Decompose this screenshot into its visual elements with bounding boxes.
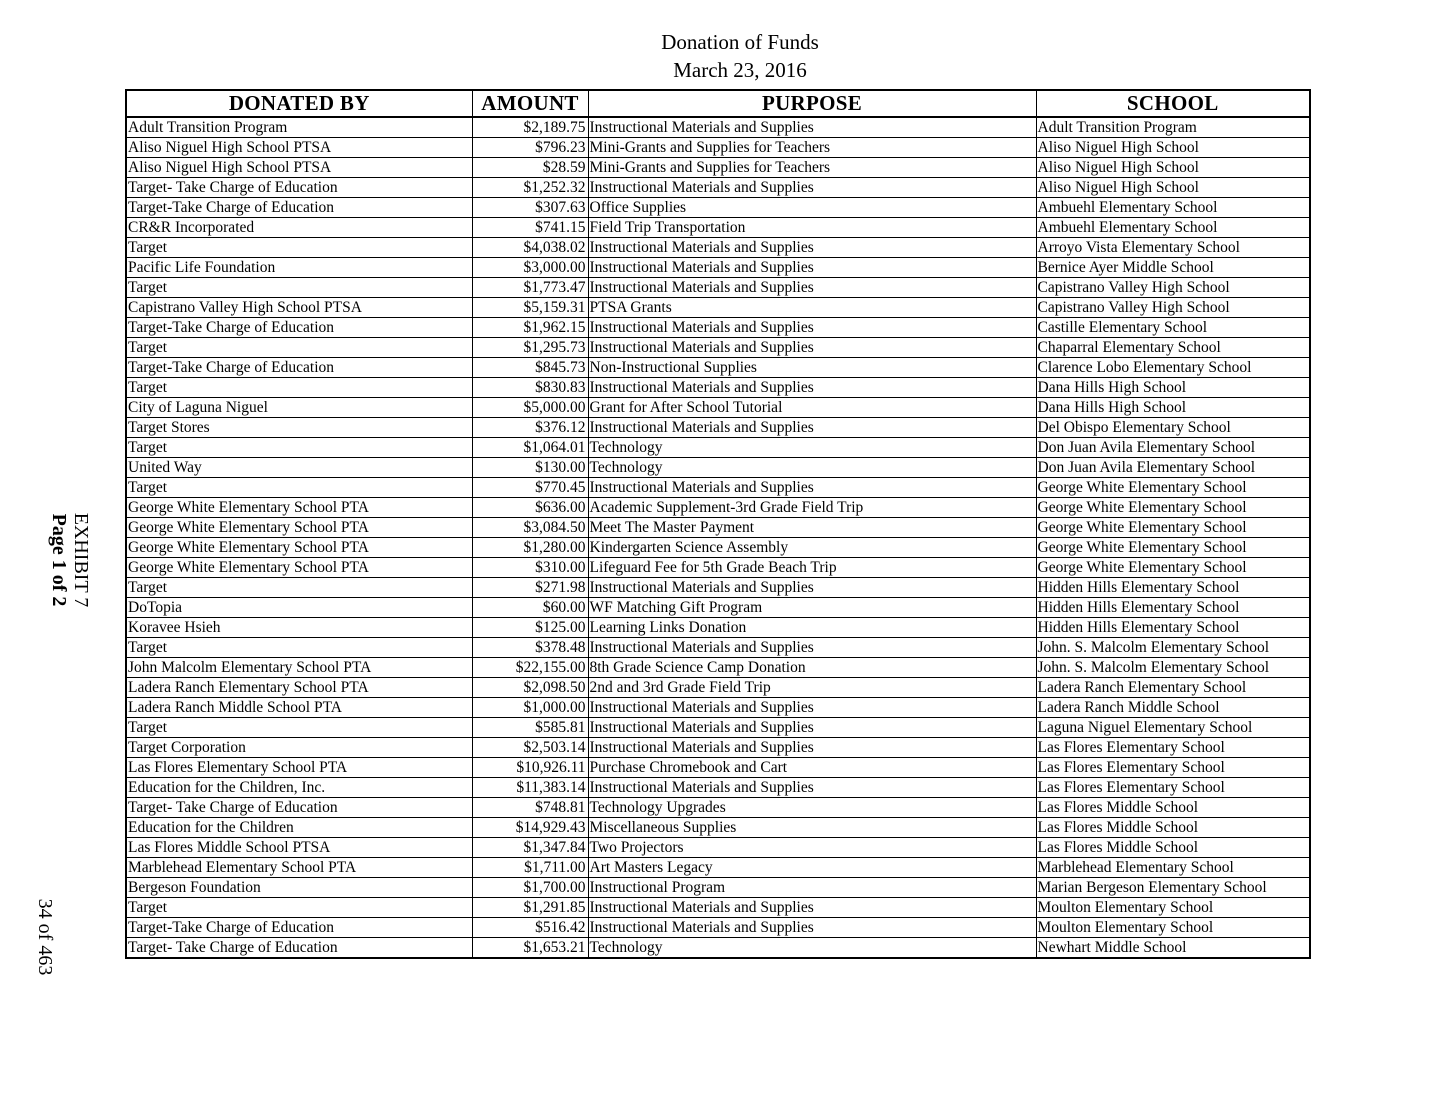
donated-by-cell: Education for the Children (126, 818, 472, 838)
school-cell: George White Elementary School (1036, 558, 1310, 578)
donated-by-cell: Target Stores (126, 418, 472, 438)
table-row (126, 298, 1310, 318)
donated-by-cell: Aliso Niguel High School PTSA (126, 138, 472, 158)
donated-by-cell: City of Laguna Niguel (126, 398, 472, 418)
school-cell: Capistrano Valley High School (1036, 298, 1310, 318)
school-cell: Castille Elementary School (1036, 318, 1310, 338)
document-title: Donation of Funds (661, 30, 819, 54)
donated-by-cell: Target (126, 338, 472, 358)
amount-cell: $4,038.02 (472, 238, 588, 258)
table-row (126, 358, 1310, 378)
amount-cell: $11,383.14 (472, 778, 588, 798)
donated-by-cell: Target (126, 278, 472, 298)
school-cell: Hidden Hills Elementary School (1036, 578, 1310, 598)
table-row (126, 658, 1310, 678)
page-count: 34 of 463 (34, 898, 56, 976)
table-row (126, 117, 1310, 138)
table-row (126, 138, 1310, 158)
purpose-cell: Instructional Materials and Supplies (588, 898, 1036, 918)
purpose-cell: Technology (588, 438, 1036, 458)
purpose-cell: Technology Upgrades (588, 798, 1036, 818)
column-header-purpose: PURPOSE (588, 90, 1036, 117)
amount-cell: $1,347.84 (472, 838, 588, 858)
donated-by-cell: Koravee Hsieh (126, 618, 472, 638)
purpose-cell: Lifeguard Fee for 5th Grade Beach Trip (588, 558, 1036, 578)
donated-by-cell: Pacific Life Foundation (126, 258, 472, 278)
amount-cell: $378.48 (472, 638, 588, 658)
purpose-cell: Instructional Materials and Supplies (588, 318, 1036, 338)
amount-cell: $10,926.11 (472, 758, 588, 778)
table-row (126, 918, 1310, 938)
amount-cell: $130.00 (472, 458, 588, 478)
table-row (126, 718, 1310, 738)
table-row (126, 778, 1310, 798)
school-cell: Aliso Niguel High School (1036, 178, 1310, 198)
purpose-cell: Instructional Materials and Supplies (588, 698, 1036, 718)
donated-by-cell: Target (126, 898, 472, 918)
amount-cell: $1,000.00 (472, 698, 588, 718)
school-cell: Las Flores Middle School (1036, 838, 1310, 858)
school-cell: Ambuehl Elementary School (1036, 218, 1310, 238)
donated-by-cell: Target-Take Charge of Education (126, 318, 472, 338)
amount-cell: $2,098.50 (472, 678, 588, 698)
purpose-cell: WF Matching Gift Program (588, 598, 1036, 618)
school-cell: Arroyo Vista Elementary School (1036, 238, 1310, 258)
amount-cell: $60.00 (472, 598, 588, 618)
amount-cell: $2,189.75 (472, 117, 588, 138)
school-cell: Aliso Niguel High School (1036, 138, 1310, 158)
table-row (126, 518, 1310, 538)
table-row (126, 938, 1310, 959)
school-cell: Chaparral Elementary School (1036, 338, 1310, 358)
purpose-cell: PTSA Grants (588, 298, 1036, 318)
school-cell: George White Elementary School (1036, 538, 1310, 558)
purpose-cell: Instructional Materials and Supplies (588, 338, 1036, 358)
donated-by-cell: John Malcolm Elementary School PTA (126, 658, 472, 678)
donated-by-cell: Target- Take Charge of Education (126, 798, 472, 818)
table-row (126, 438, 1310, 458)
school-cell: Bernice Ayer Middle School (1036, 258, 1310, 278)
school-cell: John. S. Malcolm Elementary School (1036, 638, 1310, 658)
school-cell: Capistrano Valley High School (1036, 278, 1310, 298)
school-cell: Moulton Elementary School (1036, 898, 1310, 918)
amount-cell: $1,291.85 (472, 898, 588, 918)
school-cell: Newhart Middle School (1036, 938, 1310, 959)
table-row (126, 838, 1310, 858)
purpose-cell: 8th Grade Science Camp Donation (588, 658, 1036, 678)
purpose-cell: Instructional Materials and Supplies (588, 778, 1036, 798)
school-cell: George White Elementary School (1036, 498, 1310, 518)
school-cell: Dana Hills High School (1036, 398, 1310, 418)
donated-by-cell: George White Elementary School PTA (126, 538, 472, 558)
donated-by-cell: Target-Take Charge of Education (126, 918, 472, 938)
amount-cell: $1,280.00 (472, 538, 588, 558)
table-row (126, 738, 1310, 758)
table-body (126, 117, 1310, 958)
table-row (126, 858, 1310, 878)
table-header-row (126, 90, 1310, 117)
school-cell: George White Elementary School (1036, 518, 1310, 538)
table-row (126, 538, 1310, 558)
purpose-cell: Meet The Master Payment (588, 518, 1036, 538)
donated-by-cell: United Way (126, 458, 472, 478)
school-cell: Las Flores Middle School (1036, 818, 1310, 838)
table-row (126, 318, 1310, 338)
donated-by-cell: Target (126, 578, 472, 598)
donations-table (125, 89, 1311, 959)
table-row (126, 578, 1310, 598)
amount-cell: $770.45 (472, 478, 588, 498)
donated-by-cell: Ladera Ranch Middle School PTA (126, 698, 472, 718)
amount-cell: $845.73 (472, 358, 588, 378)
amount-cell: $636.00 (472, 498, 588, 518)
school-cell: Aliso Niguel High School (1036, 158, 1310, 178)
table-row (126, 378, 1310, 398)
school-cell: Ladera Ranch Middle School (1036, 698, 1310, 718)
school-cell: Las Flores Elementary School (1036, 778, 1310, 798)
donated-by-cell: Target-Take Charge of Education (126, 198, 472, 218)
column-header-school: SCHOOL (1036, 90, 1310, 117)
table-row (126, 478, 1310, 498)
donated-by-cell: Bergeson Foundation (126, 878, 472, 898)
amount-cell: $796.23 (472, 138, 588, 158)
amount-cell: $516.42 (472, 918, 588, 938)
donated-by-cell: George White Elementary School PTA (126, 498, 472, 518)
school-cell: Ladera Ranch Elementary School (1036, 678, 1310, 698)
purpose-cell: Instructional Materials and Supplies (588, 738, 1036, 758)
amount-cell: $830.83 (472, 378, 588, 398)
purpose-cell: Grant for After School Tutorial (588, 398, 1036, 418)
table-row (126, 878, 1310, 898)
donated-by-cell: Ladera Ranch Elementary School PTA (126, 678, 472, 698)
amount-cell: $1,700.00 (472, 878, 588, 898)
table-row (126, 198, 1310, 218)
school-cell: Don Juan Avila Elementary School (1036, 438, 1310, 458)
table-row (126, 698, 1310, 718)
donated-by-cell: DoTopia (126, 598, 472, 618)
table-row (126, 238, 1310, 258)
donated-by-cell: Target (126, 638, 472, 658)
table-row (126, 178, 1310, 198)
purpose-cell: Instructional Materials and Supplies (588, 378, 1036, 398)
donated-by-cell: George White Elementary School PTA (126, 558, 472, 578)
school-cell: John. S. Malcolm Elementary School (1036, 658, 1310, 678)
donated-by-cell: Target- Take Charge of Education (126, 938, 472, 959)
table-row (126, 758, 1310, 778)
donated-by-cell: Aliso Niguel High School PTSA (126, 158, 472, 178)
purpose-cell: Purchase Chromebook and Cart (588, 758, 1036, 778)
donated-by-cell: Target (126, 718, 472, 738)
table-row (126, 158, 1310, 178)
amount-cell: $585.81 (472, 718, 588, 738)
amount-cell: $2,503.14 (472, 738, 588, 758)
amount-cell: $5,000.00 (472, 398, 588, 418)
purpose-cell: 2nd and 3rd Grade Field Trip (588, 678, 1036, 698)
purpose-cell: Instructional Materials and Supplies (588, 578, 1036, 598)
school-cell: Marblehead Elementary School (1036, 858, 1310, 878)
donated-by-cell: Adult Transition Program (126, 117, 472, 138)
purpose-cell: Kindergarten Science Assembly (588, 538, 1036, 558)
purpose-cell: Office Supplies (588, 198, 1036, 218)
table-row (126, 618, 1310, 638)
amount-cell: $14,929.43 (472, 818, 588, 838)
school-cell: Ambuehl Elementary School (1036, 198, 1310, 218)
table-row (126, 458, 1310, 478)
amount-cell: $748.81 (472, 798, 588, 818)
purpose-cell: Field Trip Transportation (588, 218, 1036, 238)
exhibit-number: EXHIBIT 7 (70, 512, 92, 608)
school-cell: George White Elementary School (1036, 478, 1310, 498)
purpose-cell: Instructional Materials and Supplies (588, 238, 1036, 258)
table-row (126, 818, 1310, 838)
school-cell: Moulton Elementary School (1036, 918, 1310, 938)
table-row (126, 558, 1310, 578)
school-cell: Laguna Niguel Elementary School (1036, 718, 1310, 738)
donated-by-cell: George White Elementary School PTA (126, 518, 472, 538)
purpose-cell: Art Masters Legacy (588, 858, 1036, 878)
purpose-cell: Instructional Materials and Supplies (588, 258, 1036, 278)
table-row (126, 598, 1310, 618)
purpose-cell: Instructional Materials and Supplies (588, 117, 1036, 138)
table-row (126, 498, 1310, 518)
table-row (126, 418, 1310, 438)
amount-cell: $3,084.50 (472, 518, 588, 538)
purpose-cell: Mini-Grants and Supplies for Teachers (588, 138, 1036, 158)
donated-by-cell: Las Flores Elementary School PTA (126, 758, 472, 778)
purpose-cell: Instructional Materials and Supplies (588, 478, 1036, 498)
school-cell: Adult Transition Program (1036, 117, 1310, 138)
table-row (126, 218, 1310, 238)
table-row (126, 678, 1310, 698)
purpose-cell: Instructional Materials and Supplies (588, 278, 1036, 298)
amount-cell: $1,773.47 (472, 278, 588, 298)
exhibit-label (48, 460, 92, 660)
amount-cell: $376.12 (472, 418, 588, 438)
amount-cell: $28.59 (472, 158, 588, 178)
donated-by-cell: CR&R Incorporated (126, 218, 472, 238)
table-row (126, 898, 1310, 918)
amount-cell: $1,711.00 (472, 858, 588, 878)
donated-by-cell: Target (126, 238, 472, 258)
amount-cell: $22,155.00 (472, 658, 588, 678)
table-row (126, 638, 1310, 658)
purpose-cell: Miscellaneous Supplies (588, 818, 1036, 838)
school-cell: Las Flores Middle School (1036, 798, 1310, 818)
column-header-donated-by: DONATED BY (126, 90, 472, 117)
purpose-cell: Learning Links Donation (588, 618, 1036, 638)
purpose-cell: Two Projectors (588, 838, 1036, 858)
amount-cell: $310.00 (472, 558, 588, 578)
amount-cell: $1,653.21 (472, 938, 588, 959)
donated-by-cell: Target (126, 378, 472, 398)
amount-cell: $3,000.00 (472, 258, 588, 278)
school-cell: Del Obispo Elementary School (1036, 418, 1310, 438)
document-date: March 23, 2016 (673, 58, 807, 82)
purpose-cell: Non-Instructional Supplies (588, 358, 1036, 378)
donated-by-cell: Education for the Children, Inc. (126, 778, 472, 798)
purpose-cell: Instructional Materials and Supplies (588, 418, 1036, 438)
donated-by-cell: Target- Take Charge of Education (126, 178, 472, 198)
table-row (126, 398, 1310, 418)
donated-by-cell: Target Corporation (126, 738, 472, 758)
purpose-cell: Instructional Materials and Supplies (588, 918, 1036, 938)
table-row (126, 278, 1310, 298)
purpose-cell: Technology (588, 458, 1036, 478)
table-row (126, 258, 1310, 278)
school-cell: Hidden Hills Elementary School (1036, 618, 1310, 638)
purpose-cell: Instructional Materials and Supplies (588, 178, 1036, 198)
amount-cell: $5,159.31 (472, 298, 588, 318)
donated-by-cell: Las Flores Middle School PTSA (126, 838, 472, 858)
school-cell: Las Flores Elementary School (1036, 738, 1310, 758)
school-cell: Dana Hills High School (1036, 378, 1310, 398)
amount-cell: $307.63 (472, 198, 588, 218)
purpose-cell: Instructional Program (588, 878, 1036, 898)
donated-by-cell: Target-Take Charge of Education (126, 358, 472, 378)
exhibit-page: Page 1 of 2 (48, 513, 70, 607)
purpose-cell: Technology (588, 938, 1036, 959)
table-row (126, 338, 1310, 358)
table-row (126, 798, 1310, 818)
purpose-cell: Academic Supplement-3rd Grade Field Trip (588, 498, 1036, 518)
donated-by-cell: Marblehead Elementary School PTA (126, 858, 472, 878)
purpose-cell: Instructional Materials and Supplies (588, 638, 1036, 658)
purpose-cell: Instructional Materials and Supplies (588, 718, 1036, 738)
amount-cell: $741.15 (472, 218, 588, 238)
donated-by-cell: Target (126, 478, 472, 498)
amount-cell: $1,252.32 (472, 178, 588, 198)
school-cell: Marian Bergeson Elementary School (1036, 878, 1310, 898)
amount-cell: $271.98 (472, 578, 588, 598)
amount-cell: $125.00 (472, 618, 588, 638)
school-cell: Clarence Lobo Elementary School (1036, 358, 1310, 378)
donated-by-cell: Target (126, 438, 472, 458)
donated-by-cell: Capistrano Valley High School PTSA (126, 298, 472, 318)
amount-cell: $1,295.73 (472, 338, 588, 358)
column-header-amount: AMOUNT (472, 90, 588, 117)
school-cell: Hidden Hills Elementary School (1036, 598, 1310, 618)
purpose-cell: Mini-Grants and Supplies for Teachers (588, 158, 1036, 178)
amount-cell: $1,064.01 (472, 438, 588, 458)
amount-cell: $1,962.15 (472, 318, 588, 338)
school-cell: Don Juan Avila Elementary School (1036, 458, 1310, 478)
school-cell: Las Flores Elementary School (1036, 758, 1310, 778)
